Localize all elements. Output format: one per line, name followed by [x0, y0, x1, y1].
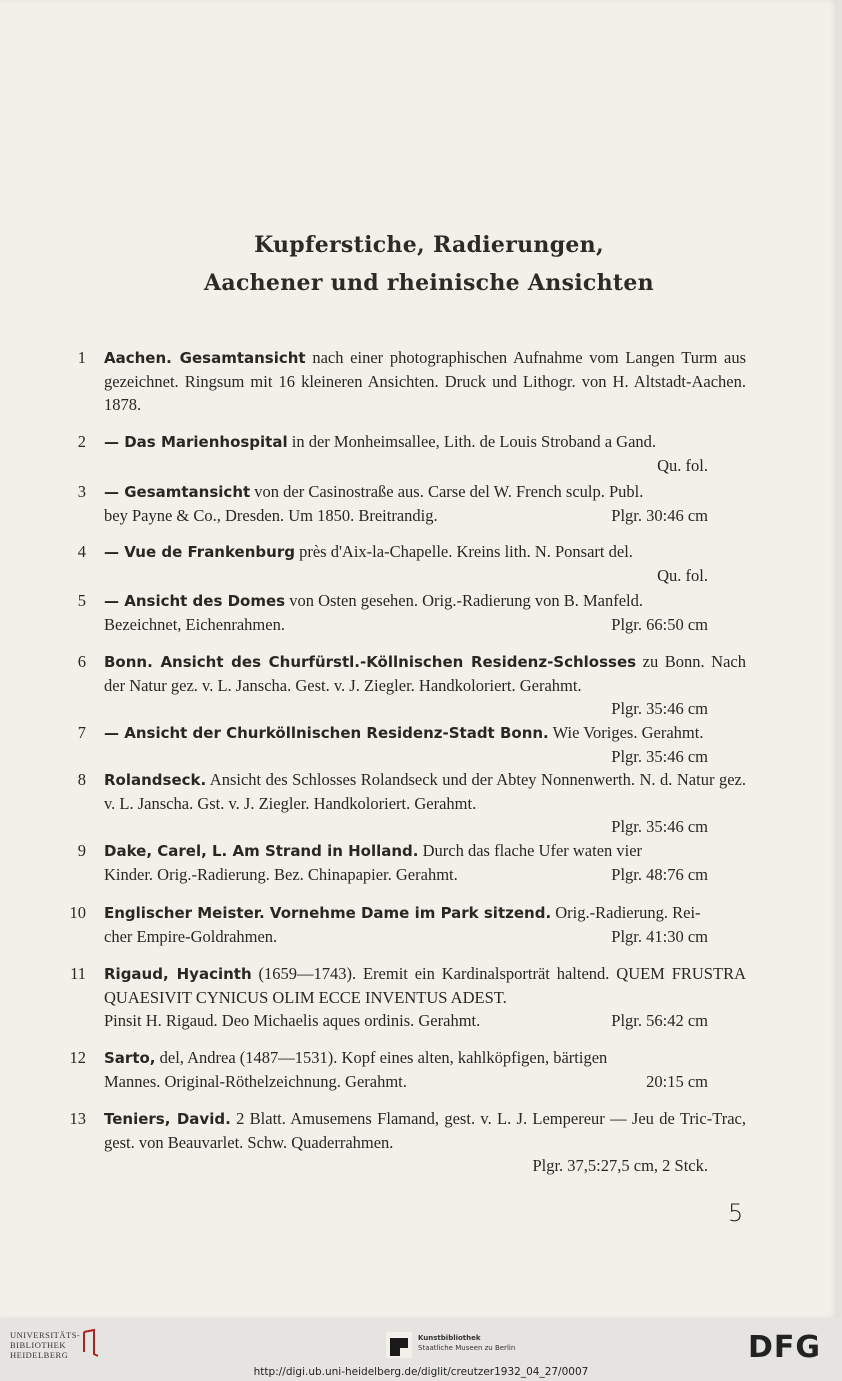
entry-number: 4: [77, 542, 86, 561]
entry-text: von Osten gesehen. Orig.-Radierung von B. Manfeld.: [285, 591, 643, 610]
entry-size: Plgr. 56:42 cm: [611, 1011, 708, 1030]
entry-number: 1: [77, 348, 86, 367]
entry-size: Qu. fol.: [657, 456, 708, 475]
kb-line-1: Kunstbibliothek: [418, 1334, 481, 1342]
entry-body: [104, 430, 746, 477]
page-number: 5: [728, 1199, 744, 1227]
entry-title: — Vue de Frankenburg: [104, 543, 295, 561]
entry-text: nach einer photographischen Aufnahme vom Langen Turm aus gezeichnet. Ringsum mit 16 kleineren Ansichten. Druck und Lithogr. von H. Altstadt-Aachen. 1878.: [104, 348, 746, 414]
entry-number: 12: [69, 1048, 86, 1067]
entry-body: [104, 962, 746, 1032]
digitization-footer: [0, 1318, 842, 1381]
entry-title: Rigaud, Hyacinth: [104, 965, 252, 983]
entry-body: [104, 721, 746, 768]
entry-body: [104, 901, 746, 948]
entry-text: Orig.-Radierung. Rei-: [551, 903, 701, 922]
entry-number: 11: [70, 964, 86, 983]
entry-body: [104, 768, 746, 838]
uni-logo-line-1: UNIVERSITÄTS-: [10, 1330, 81, 1340]
entry-text: Ansicht des Schlosses Rolandseck und der Abtey Nonnenwerth. N. d. Natur gez. v. L. Janscha. Gst. v. J. Ziegler. Handkoloriert. Gerahmt.: [104, 770, 746, 813]
entry-number: 6: [77, 652, 86, 671]
university-library-logo[interactable]: [10, 1330, 80, 1360]
entry-text-line-2: Pinsit H. Rigaud. Deo Michaelis aques ordinis. Gerahmt.: [104, 1011, 481, 1030]
uni-logo-line-3: HEIDELBERG: [10, 1350, 69, 1360]
entry-text-line-2: Kinder. Orig.-Radierung. Bez. Chinapapier. Gerahmt.: [104, 865, 458, 884]
entry-size: 20:15 cm: [646, 1072, 708, 1091]
entry-text-line-2: cher Empire-Goldrahmen.: [104, 927, 278, 946]
entry-body: [104, 540, 746, 587]
entry-text-line-2: bey Payne & Co., Dresden. Um 1850. Breitrandig.: [104, 506, 438, 525]
kb-line-2: Staatliche Museen zu Berlin: [418, 1344, 516, 1352]
kunstbibliothek-logo-text[interactable]: [418, 1333, 515, 1353]
entry-title: — Ansicht des Domes: [104, 592, 286, 610]
university-emblem-icon: [80, 1328, 100, 1358]
entry-text-line-2: Mannes. Original-Röthelzeichnung. Gerahmt.: [104, 1072, 407, 1091]
entry-text-line-2: Bezeichnet, Eichenrahmen.: [104, 615, 285, 634]
entry-body: [104, 839, 746, 886]
entry-body: [104, 346, 746, 416]
entry-number: 13: [69, 1109, 86, 1128]
entry-text: près d'Aix-la-Chapelle. Kreins lith. N. Ponsart del.: [294, 542, 633, 561]
entry-body: [104, 589, 746, 636]
entry-number: 8: [77, 770, 86, 789]
entry-text: 2 Blatt. Amusemens Flamand, gest. v. L. J. Lempereur — Jeu de Tric-Trac, gest. von Beauvarlet. Schw. Quaderrahmen.: [104, 1109, 746, 1152]
source-url[interactable]: http://digi.ub.uni-heidelberg.de/diglit/creutzer1932_04_27/0007: [253, 1366, 589, 1378]
entry-size: Plgr. 30:46 cm: [611, 506, 708, 525]
entry-number: 7: [77, 723, 86, 742]
entry-title: Sarto,: [104, 1049, 156, 1067]
entry-size: Plgr. 41:30 cm: [611, 927, 708, 946]
entry-number: 5: [77, 591, 86, 610]
heading-line-1: Kupferstiche, Radierungen,: [254, 232, 604, 258]
entry-title: Bonn. Ansicht des Churfürstl.-Köllnischen Residenz-Schlosses: [104, 653, 637, 671]
entry-size: Plgr. 48:76 cm: [611, 865, 708, 884]
entry-text: in der Monheimsallee, Lith. de Louis Stroband a Gand.: [287, 432, 657, 451]
dfg-logo[interactable]: DFG: [748, 1330, 822, 1365]
entry-body: [104, 480, 746, 527]
entry-title: — Gesamtansicht: [104, 483, 251, 501]
entry-size: Plgr. 37,5:27,5 cm, 2 Stck.: [532, 1156, 708, 1175]
entry-title: Rolandseck.: [104, 771, 207, 789]
entry-size: Plgr. 66:50 cm: [611, 615, 708, 634]
entry-text: zu Bonn. Nach der Natur gez. v. L. Janscha. Gest. v. J. Ziegler. Handkoloriert. Gerahmt.: [104, 652, 746, 695]
entry-text: (1659—1743). Eremit ein Kardinalsporträt haltend. QUEM FRUSTRA QUAESIVIT CYNICUS OLIM ECCE INVENTUS ADEST.: [104, 964, 746, 1007]
heading-line-2: Aachener und rheinische Ansichten: [204, 270, 654, 296]
entry-text: Wie Voriges. Gerahmt.: [548, 723, 704, 742]
entry-text: Durch das flache Ufer waten vier: [418, 841, 643, 860]
kunstbibliothek-logo-icon: [386, 1332, 412, 1358]
entry-title: Teniers, David.: [104, 1110, 231, 1128]
entry-body: [104, 1107, 746, 1177]
entry-title: — Das Marienhospital: [104, 433, 288, 451]
entry-number: 3: [77, 482, 86, 501]
uni-logo-line-2: BIBLIOTHEK: [10, 1340, 66, 1350]
entry-number: 9: [77, 841, 86, 860]
entry-body: [104, 1046, 746, 1093]
entry-size: Plgr. 35:46 cm: [611, 817, 708, 836]
entry-size: Qu. fol.: [657, 566, 708, 585]
entry-title: Dake, Carel, L. Am Strand in Holland.: [104, 842, 419, 860]
entry-number: 10: [69, 903, 86, 922]
entry-title: Englischer Meister. Vornehme Dame im Park sitzend.: [104, 904, 552, 922]
entry-text: del, Andrea (1487—1531). Kopf eines alten, kahlköpfigen, bärtigen: [155, 1048, 608, 1067]
entry-title: — Ansicht der Churköllnischen Residenz-Stadt Bonn.: [104, 724, 549, 742]
entry-body: [104, 650, 746, 720]
entry-size: Plgr. 35:46 cm: [611, 699, 708, 718]
entry-text: von der Casinostraße aus. Carse del W. French sculp. Publ.: [250, 482, 644, 501]
entry-size: Plgr. 35:46 cm: [611, 747, 708, 766]
entry-number: 2: [77, 432, 86, 451]
entry-title: Aachen. Gesamtansicht: [104, 349, 306, 367]
